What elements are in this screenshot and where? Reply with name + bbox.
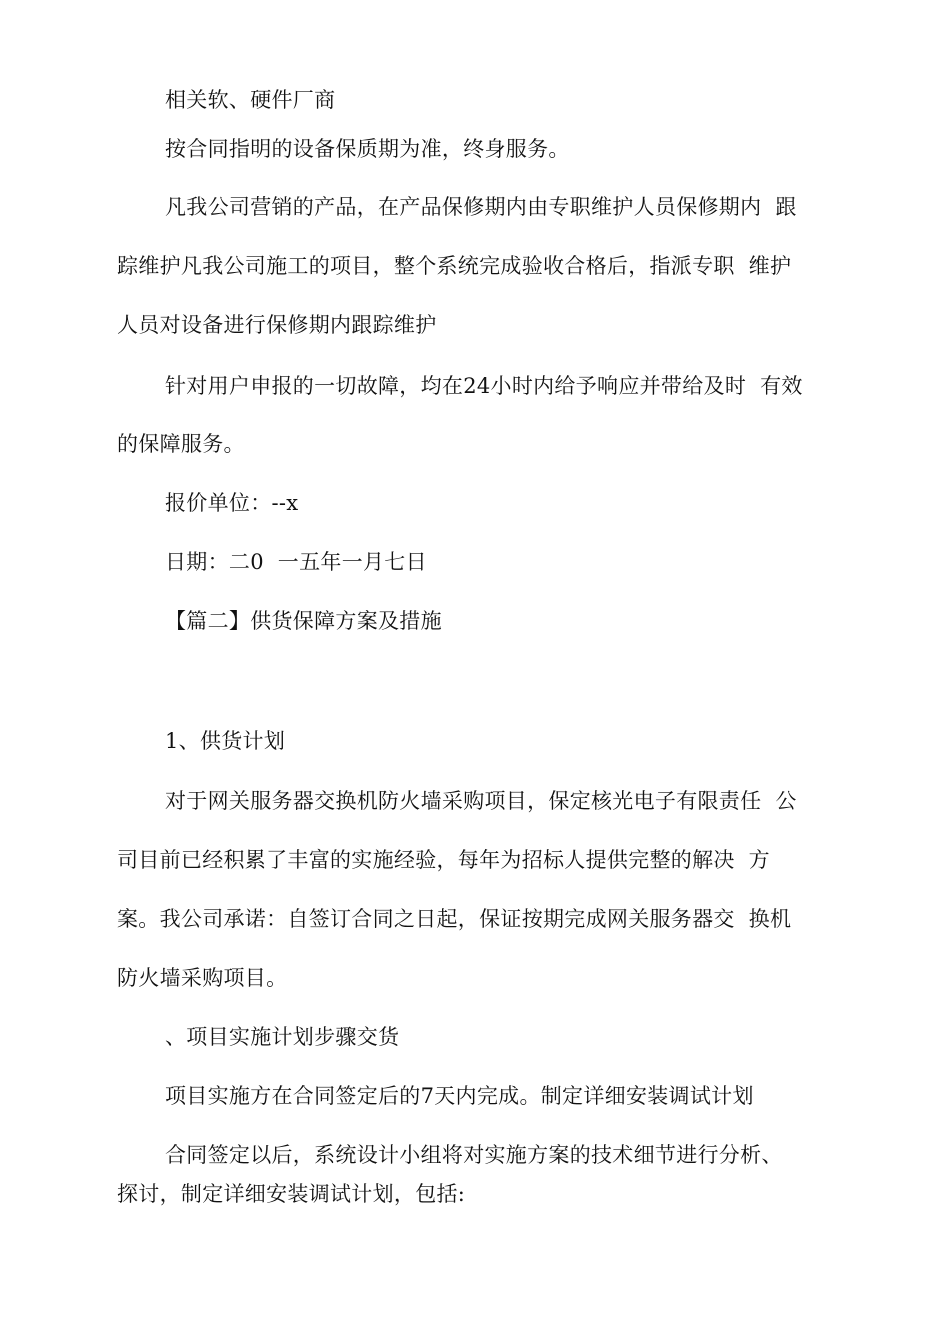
- text-line: 人员对设备进行保修期内跟踪维护: [117, 313, 437, 337]
- text-line: 探讨，制定详细安装调试计划，包括:: [117, 1182, 466, 1206]
- text-line: 相关软、硬件厂商: [165, 88, 336, 112]
- subsection-heading: 、项目实施计划步骤交货: [165, 1025, 400, 1049]
- date-line: 日期：二0 一五年一月七日: [165, 550, 427, 574]
- text-line: 对于网关服务器交换机防火墙采购项目，保定核光电子有限责任 公: [165, 789, 797, 813]
- quote-unit-line: 报价单位：--x: [165, 491, 299, 515]
- text-line: 按合同指明的设备保质期为准，终身服务。: [165, 137, 570, 161]
- section-heading: 【篇二】供货保障方案及措施: [165, 609, 442, 633]
- text-line: 防火墙采购项目。: [117, 966, 288, 990]
- text-line: 项目实施方在合同签定后的7天内完成。制定详细安装调试计划: [165, 1084, 754, 1108]
- subsection-heading: 1、供货计划: [165, 729, 286, 753]
- text-line: 合同签定以后，系统设计小组将对实施方案的技术细节进行分析、: [165, 1143, 783, 1167]
- text-line: 的保障服务。: [117, 432, 245, 456]
- text-line: 针对用户申报的一切故障，均在24小时内给予响应并带给及时 有效: [165, 374, 803, 398]
- text-line: 司目前已经积累了丰富的实施经验，每年为招标人提供完整的解决 方: [117, 848, 770, 872]
- text-line: 凡我公司营销的产品，在产品保修期内由专职维护人员保修期内 跟: [165, 195, 797, 219]
- text-line: 案。我公司承诺：自签订合同之日起，保证按期完成网关服务器交 换机: [117, 907, 792, 931]
- text-line: 踪维护凡我公司施工的项目，整个系统完成验收合格后，指派专职 维护: [117, 254, 792, 278]
